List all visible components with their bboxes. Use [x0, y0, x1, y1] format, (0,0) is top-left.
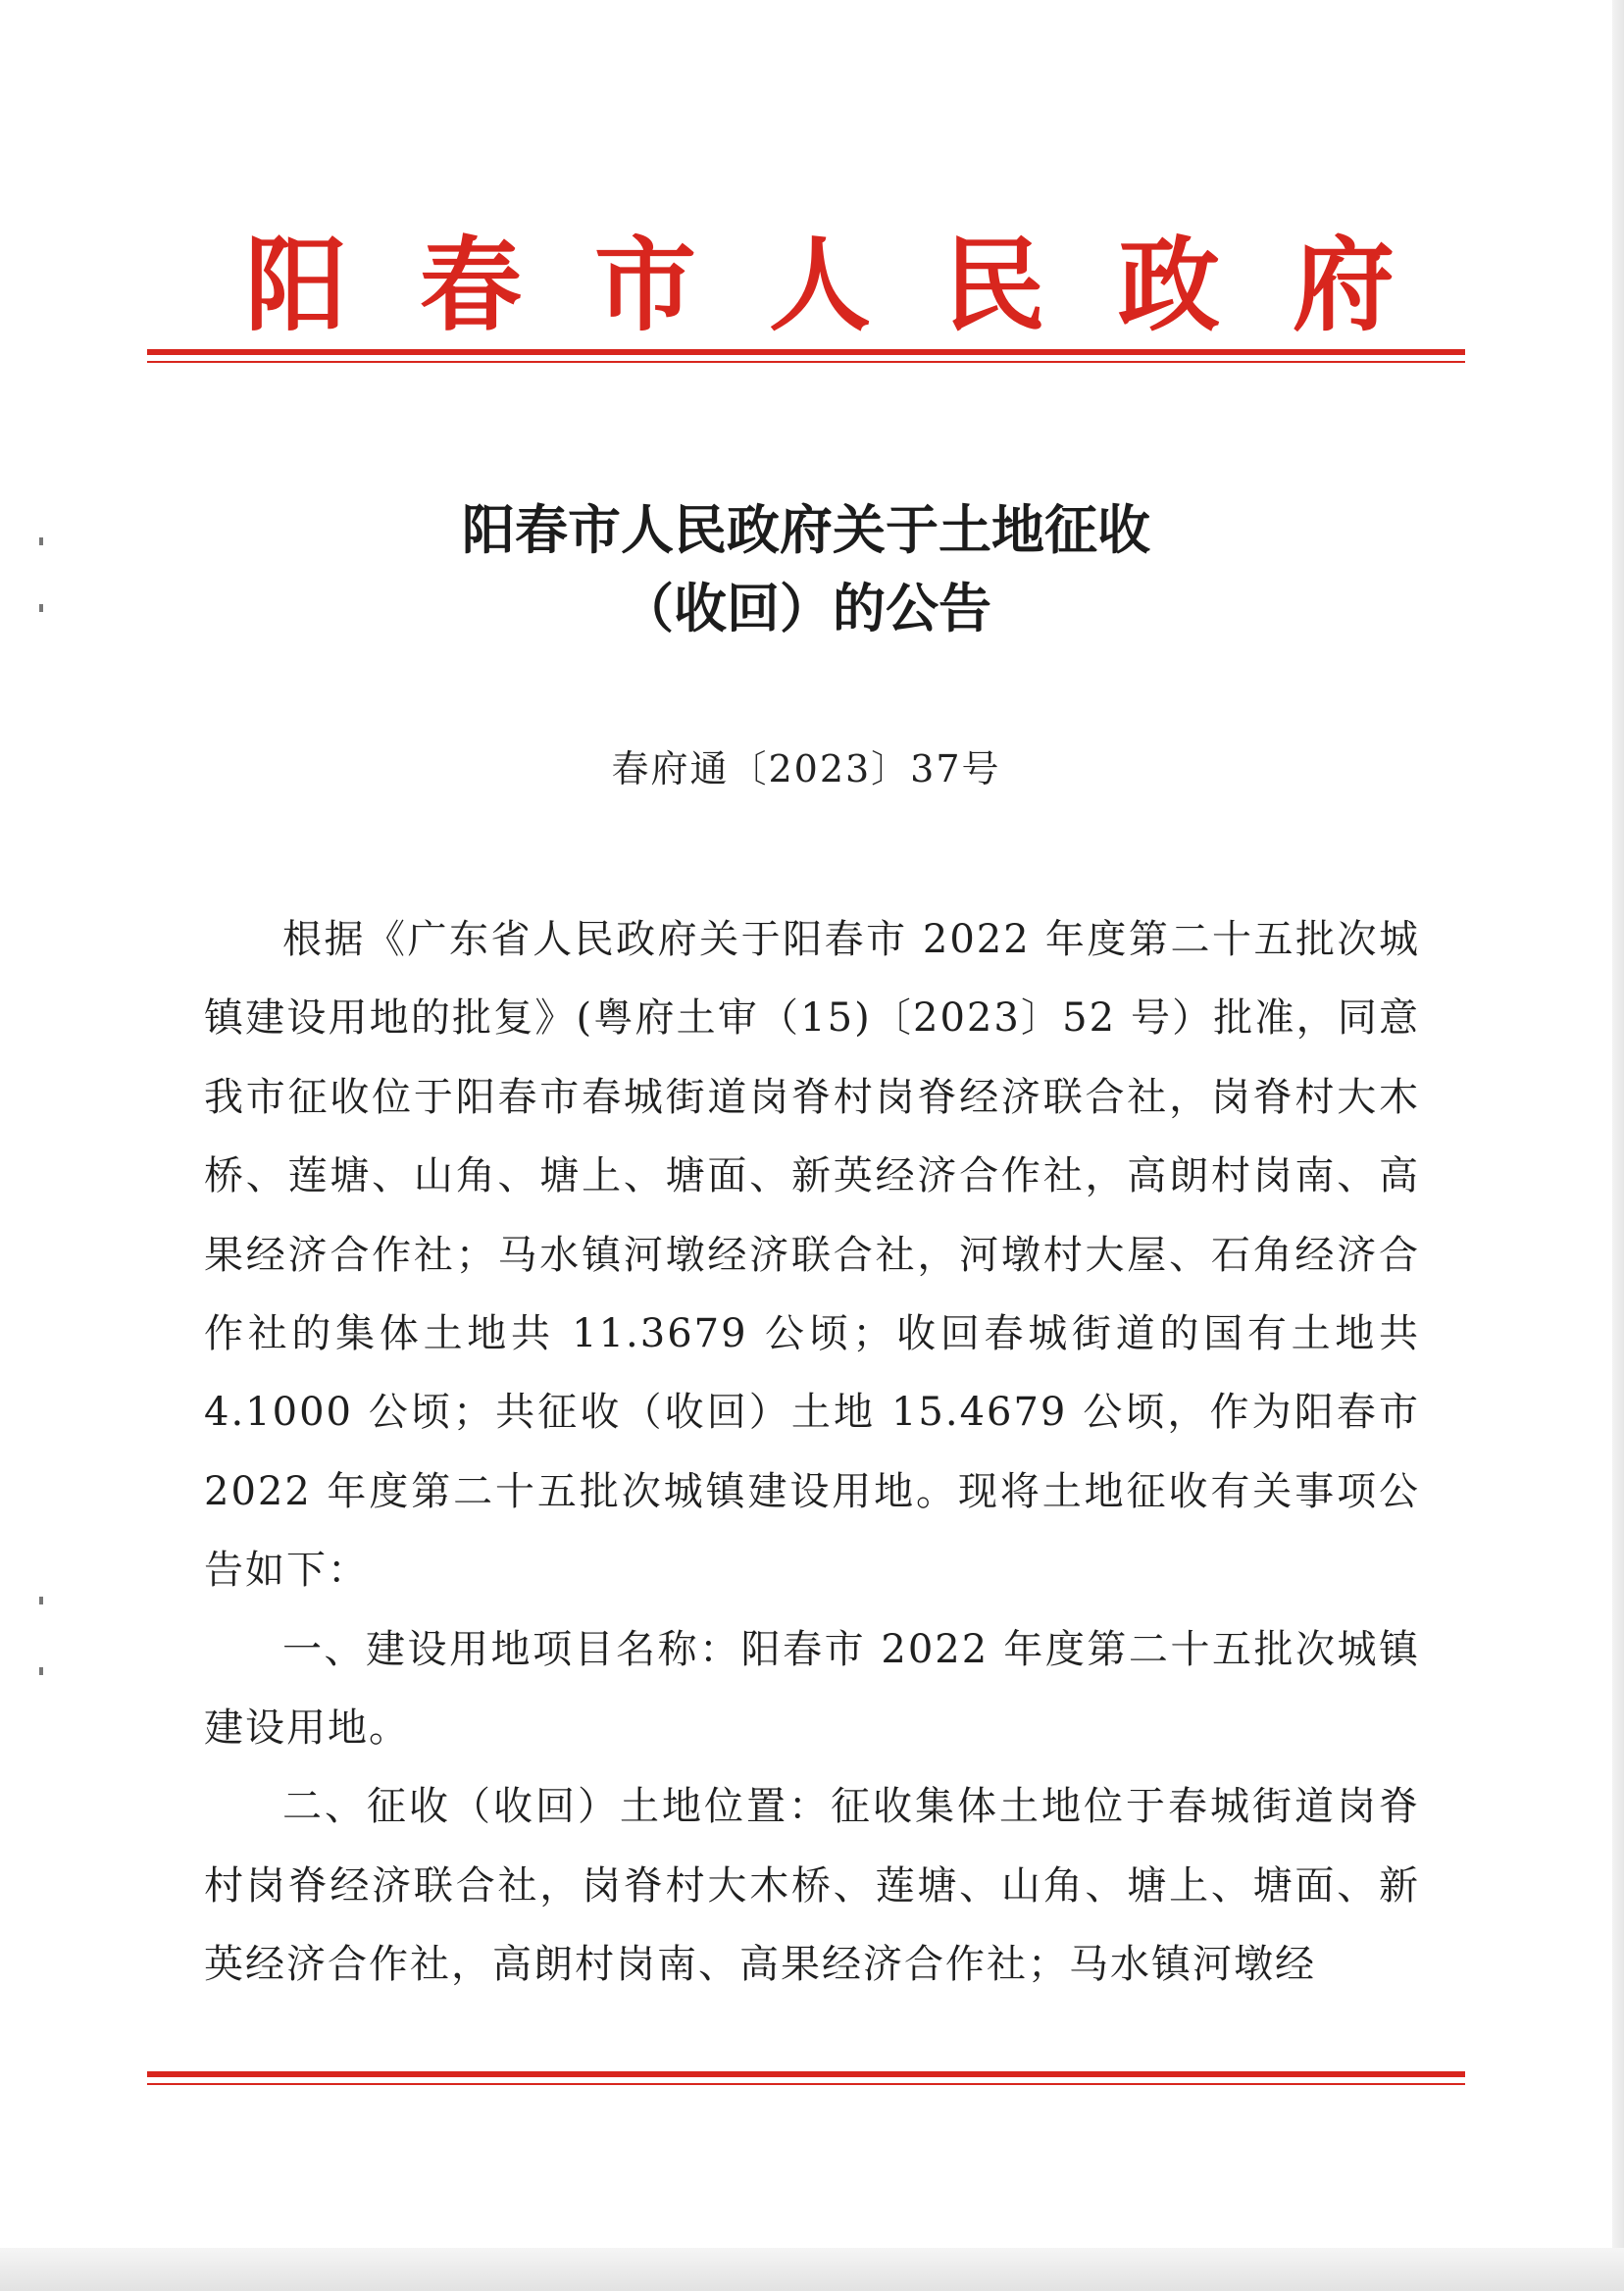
masthead-red-rule: [147, 349, 1465, 363]
scan-edge-right: [1612, 0, 1624, 2291]
body-paragraph: 一、建设用地项目名称：阳春市 2022 年度第二十五批次城镇建设用地。: [204, 1626, 1420, 1752]
scan-mark: [39, 537, 43, 545]
body-paragraph: 二、征收（收回）土地位置：征收集体土地位于春城街道岗脊村岗脊经济联合社，岗脊村大木桥、莲塘、山角、塘上、塘面、新英经济合作社，高朗村岗南、高果经济合作社；马水镇河墩经: [204, 1784, 1420, 1988]
scan-mark: [39, 1667, 43, 1675]
document-number: 春府通〔2023〕37号: [611, 747, 1001, 790]
masthead: 阳春市人民政府: [245, 225, 1468, 345]
document-body: [204, 900, 1420, 2005]
scan-mark: [39, 604, 43, 612]
body-paragraph: 根据《广东省人民政府关于阳春市 2022 年度第二十五批次城镇建设用地的批复》(粤府土审（15)〔2023〕52 号）批准，同意我市征收位于阳春市春城街道岗脊村岗脊经济联合社，岗脊村大木桥、莲塘、山角、塘上、塘面、新英经济合作社，高朗村岗南、高果经济合作社；马水镇河墩经济联合社，河墩村大屋、石角经济合作社的集体土地共 11.3679 公顷；收回春城街道的国有土地共 4.1000 公顷；共征收（收回）土地 15.4679 公顷，作为阳春市 2022 年度第二十五批次城镇建设用地。现将土地征收有关事项公告如下：: [204, 917, 1420, 1594]
scan-edge-bottom: [0, 2248, 1624, 2291]
document-title-line-1: 阳春市人民政府关于土地征收: [462, 498, 1150, 561]
document-title-line-2: （收回）的公告: [621, 577, 991, 639]
footer-red-rule: [147, 2071, 1465, 2085]
scan-mark: [39, 1597, 43, 1604]
